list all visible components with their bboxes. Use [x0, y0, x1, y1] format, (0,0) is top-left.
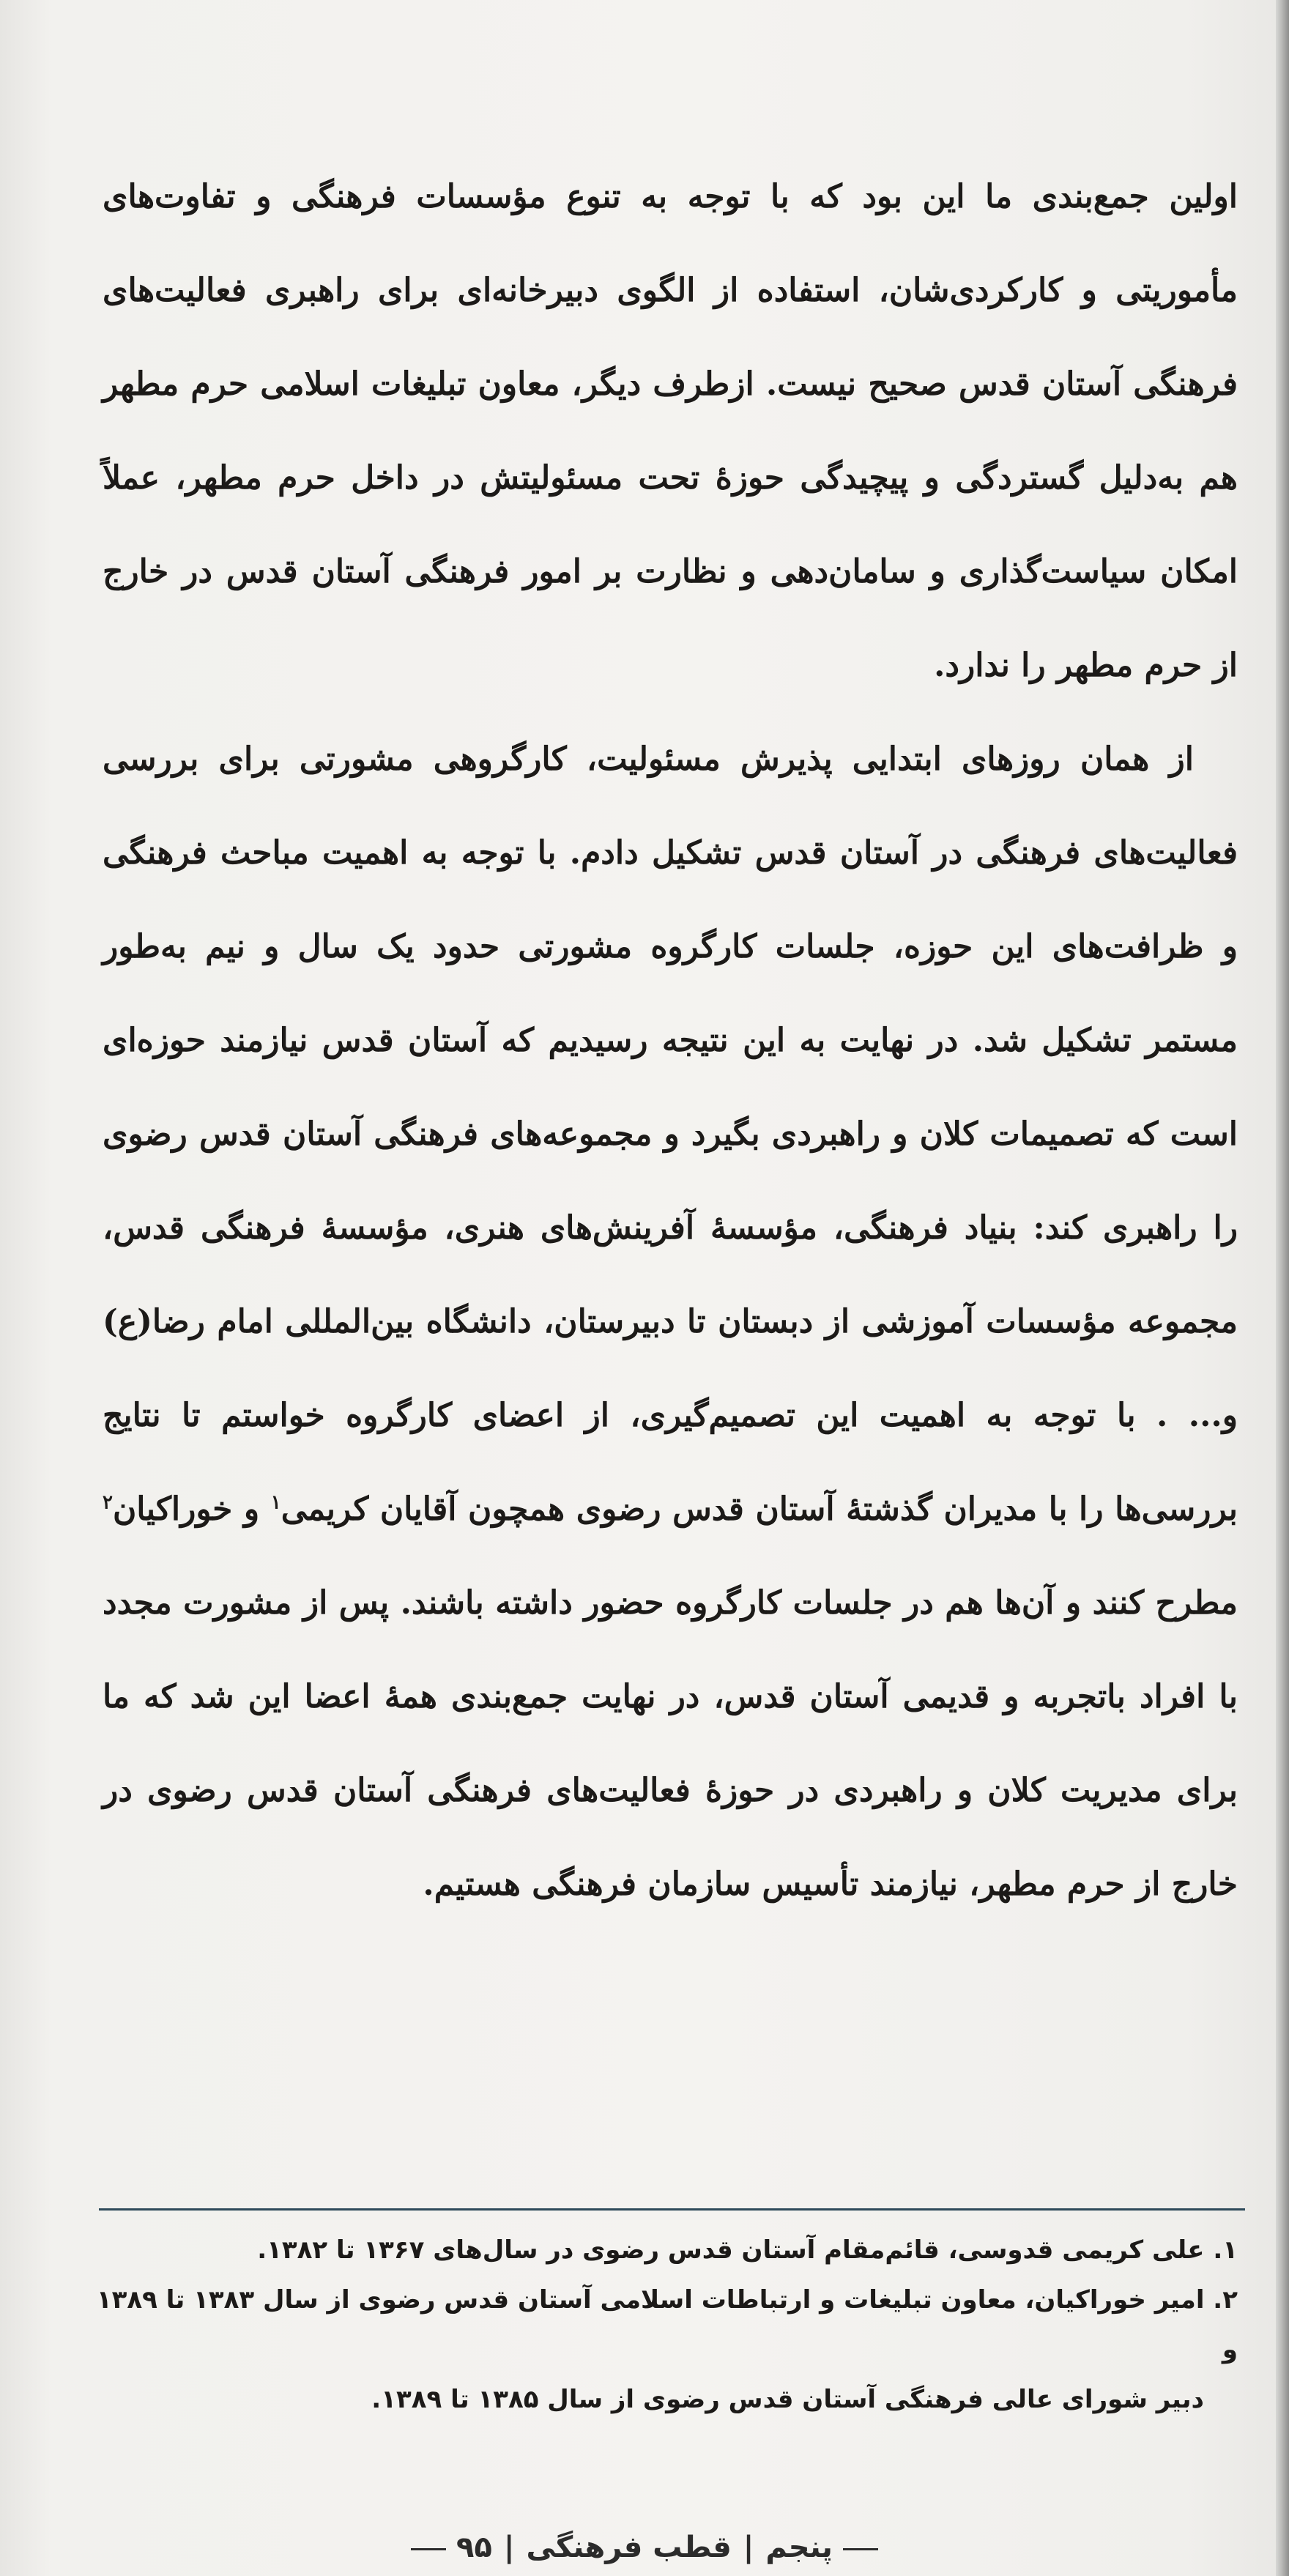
main-text [103, 150, 1238, 1931]
footnote-ref-2[interactable]: ۲ [103, 1491, 113, 1514]
paragraph-2-text-c: مطرح کنند و آن‌ها هم در جلسات کارگروه حضور داشته باشند. پس از مشورت مجدد با افراد باتجربه و قدیمی آستان قدس، در نهایت جمع‌بندی همهٔ اعضا این شد که ما برای مدیریت کلان و راهبردی در حوزهٔ فعالیت‌های فرهنگی آستان قدس رضوی در خارج از حرم مطهر، نیازمند تأسیس سازمان فرهنگی هستیم. [103, 1584, 1238, 1903]
footer-separator: | [503, 2531, 515, 2564]
book-spine-edge [1276, 0, 1289, 2576]
footer-dash-left [411, 2548, 446, 2550]
paragraph-1: اولین جمع‌بندی ما این بود که با توجه به تنوع مؤسسات فرهنگی و تفاوت‌های مأموریتی و کارکردی‌شان، استفاده از الگوی دبیرخانه‌ای برای راهبری فعالیت‌های فرهنگی آستان قدس صحیح نیست. ازطرف دیگر، معاون تبلیغات اسلامی حرم مطهر هم به‌دلیل گستردگی و پیچیدگی حوزهٔ تحت مسئولیتش در داخل حرم مطهر، عملاً امکان سیاست‌گذاری و سامان‌دهی و نظارت بر امور فرهنگی آستان قدس در خارج از حرم مطهر را ندارد. [103, 178, 1238, 684]
footnote-2-line-2: دبیر شورای عالی فرهنگی آستان قدس رضوی از سال ۱۳۸۵ تا ۱۳۸۹. [371, 2385, 1204, 2414]
footnote-divider [99, 2208, 1245, 2211]
footnote-ref-1[interactable]: ۱ [270, 1491, 281, 1514]
footnotes [88, 2225, 1238, 2424]
paragraph-2 [103, 713, 1238, 1931]
footnote-1: ۱. علی کریمی قدوسی، قائم‌مقام آستان قدس رضوی در سال‌های ۱۳۶۷ تا ۱۳۸۲. [257, 2235, 1238, 2265]
footer-separator: | [743, 2531, 754, 2564]
footer-dash-right [843, 2548, 878, 2550]
paragraph-2-text-a: از همان روزهای ابتدایی پذیرش مسئولیت، کارگروهی مشورتی برای بررسی فعالیت‌های فرهنگی در آستان قدس تشکیل دادم. با توجه به اهمیت مباحث فرهنگی و ظرافت‌های این حوزه، جلسات کارگروه مشورتی حدود یک سال و نیم به‌طور مستمر تشکیل شد. در نهایت به این نتیجه رسیدیم که آستان قدس نیازمند حوزه‌ای است که تصمیمات کلان و راهبردی بگیرد و مجموعه‌های فرهنگی آستان قدس رضوی را راهبری کند: بنیاد فرهنگی، مؤسسهٔ آفرینش‌های هنری، مؤسسهٔ فرهنگی قدس، مجموعه مؤسسات آموزشی از دبستان تا دبیرستان، دانشگاه بین‌المللی امام رضا(ع) و... . با توجه به اهمیت این تصمیم‌گیری، از اعضای کارگروه خواستم تا نتایج بررسی‌ها را با مدیران گذشتهٔ آستان قدس رضوی همچون آقایان کریمی [103, 740, 1238, 1528]
page-footer [0, 2531, 1289, 2564]
page-number: ۹۵ [456, 2531, 492, 2564]
paragraph-2-text-b: و خوراکیان [112, 1491, 271, 1528]
footer-chapter: پنجم [765, 2531, 833, 2564]
footnote-2-line-1: ۲. امیر خوراکیان، معاون تبلیغات و ارتباطات اسلامی آستان قدس رضوی از سال ۱۳۸۳ تا ۱۳۸۹ و [96, 2285, 1238, 2364]
footer-book-title: قطب فرهنگی [526, 2531, 732, 2564]
